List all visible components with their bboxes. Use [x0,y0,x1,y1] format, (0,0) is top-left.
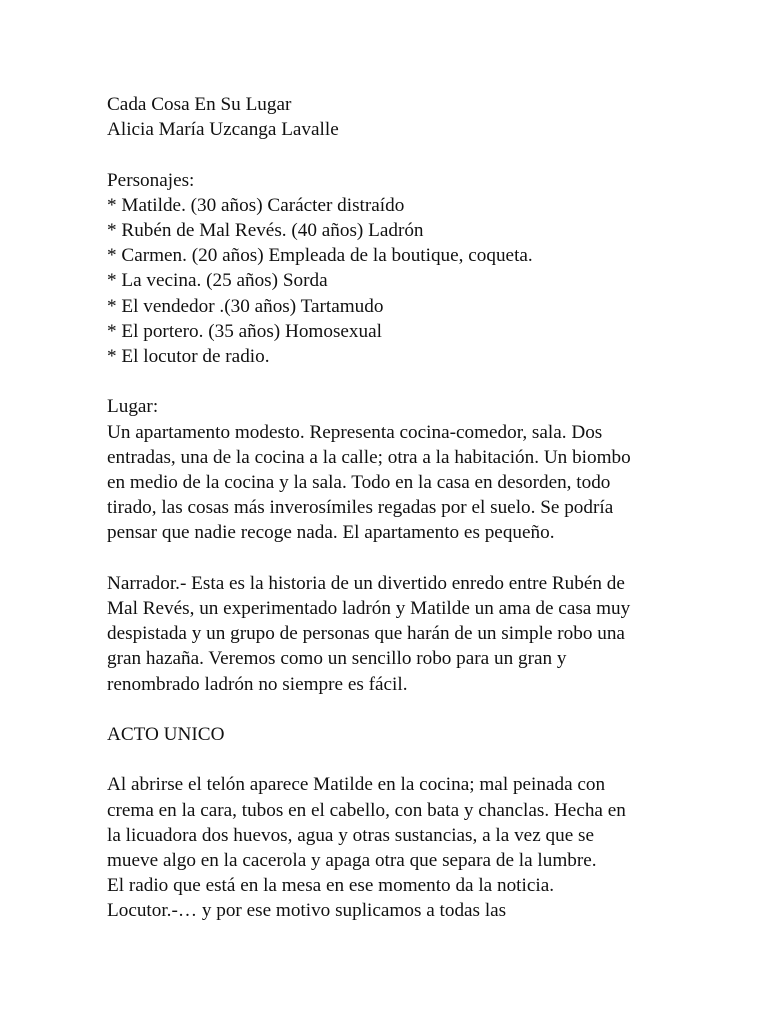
place-line: entradas, una de la cocina a la calle; otra a la habitación. Un biombo [107,446,631,468]
character-item: * El locutor de radio. [107,346,270,368]
paragraph-gap [107,369,747,394]
character-item: * Matilde. (30 años) Carácter distraído [107,194,405,216]
paragraph-gap [107,546,747,571]
document-title: Cada Cosa En Su Lugar [107,94,292,115]
place-line: pensar que nadie recoge nada. El apartamento es pequeño. [107,522,555,544]
character-item: * Carmen. (20 años) Empleada de la boutique, coqueta. [107,245,533,267]
narrator-line: gran hazaña. Veremos como un sencillo robo para un gran y [107,648,567,670]
document-page [107,92,747,924]
scene-line: Al abrirse el telón aparece Matilde en la cocina; mal peinada con [107,774,606,796]
place-line: tirado, las cosas más inverosímiles regadas por el suelo. Se podría [107,497,614,519]
narrator-line: Mal Revés, un experimentado ladrón y Matilde un ama de casa muy [107,598,631,620]
place-line: Un apartamento modesto. Representa cocina-comedor, sala. Dos [107,421,603,443]
narrator-line: Narrador.- Esta es la historia de un divertido enredo entre Rubén de [107,572,625,594]
scene-line: mueve algo en la cacerola y apaga otra que separa de la lumbre. [107,850,597,872]
scene-line: crema en la cara, tubos en el cabello, con bata y chanclas. Hecha en [107,799,626,821]
character-item: * Rubén de Mal Revés. (40 años) Ladrón [107,220,424,241]
document-author: Alicia María Uzcanga Lavalle [107,119,339,141]
place-line: en medio de la cocina y la sala. Todo en la casa en desorden, todo [107,472,611,494]
place-heading: Lugar: [107,396,159,418]
narrator-line: despistada y un grupo de personas que harán de un simple robo una [107,623,625,645]
scene-line: El radio que está en la mesa en ese momento da la noticia. [107,875,555,897]
characters-heading: Personajes: [107,169,195,191]
paragraph-gap [107,747,747,772]
character-item: * El portero. (35 años) Homosexual [107,320,382,342]
narrator-line: renombrado ladrón no siempre es fácil. [107,673,408,695]
scene-line: la licuadora dos huevos, agua y otras sustancias, a la vez que se [107,824,594,846]
paragraph-gap [107,697,747,722]
paragraph-gap [107,142,747,167]
character-item: * El vendedor .(30 años) Tartamudo [107,295,384,317]
act-heading: ACTO UNICO [107,724,225,746]
scene-line: Locutor.-… y por ese motivo suplicamos a todas las [107,900,507,922]
character-item: * La vecina. (25 años) Sorda [107,270,328,292]
